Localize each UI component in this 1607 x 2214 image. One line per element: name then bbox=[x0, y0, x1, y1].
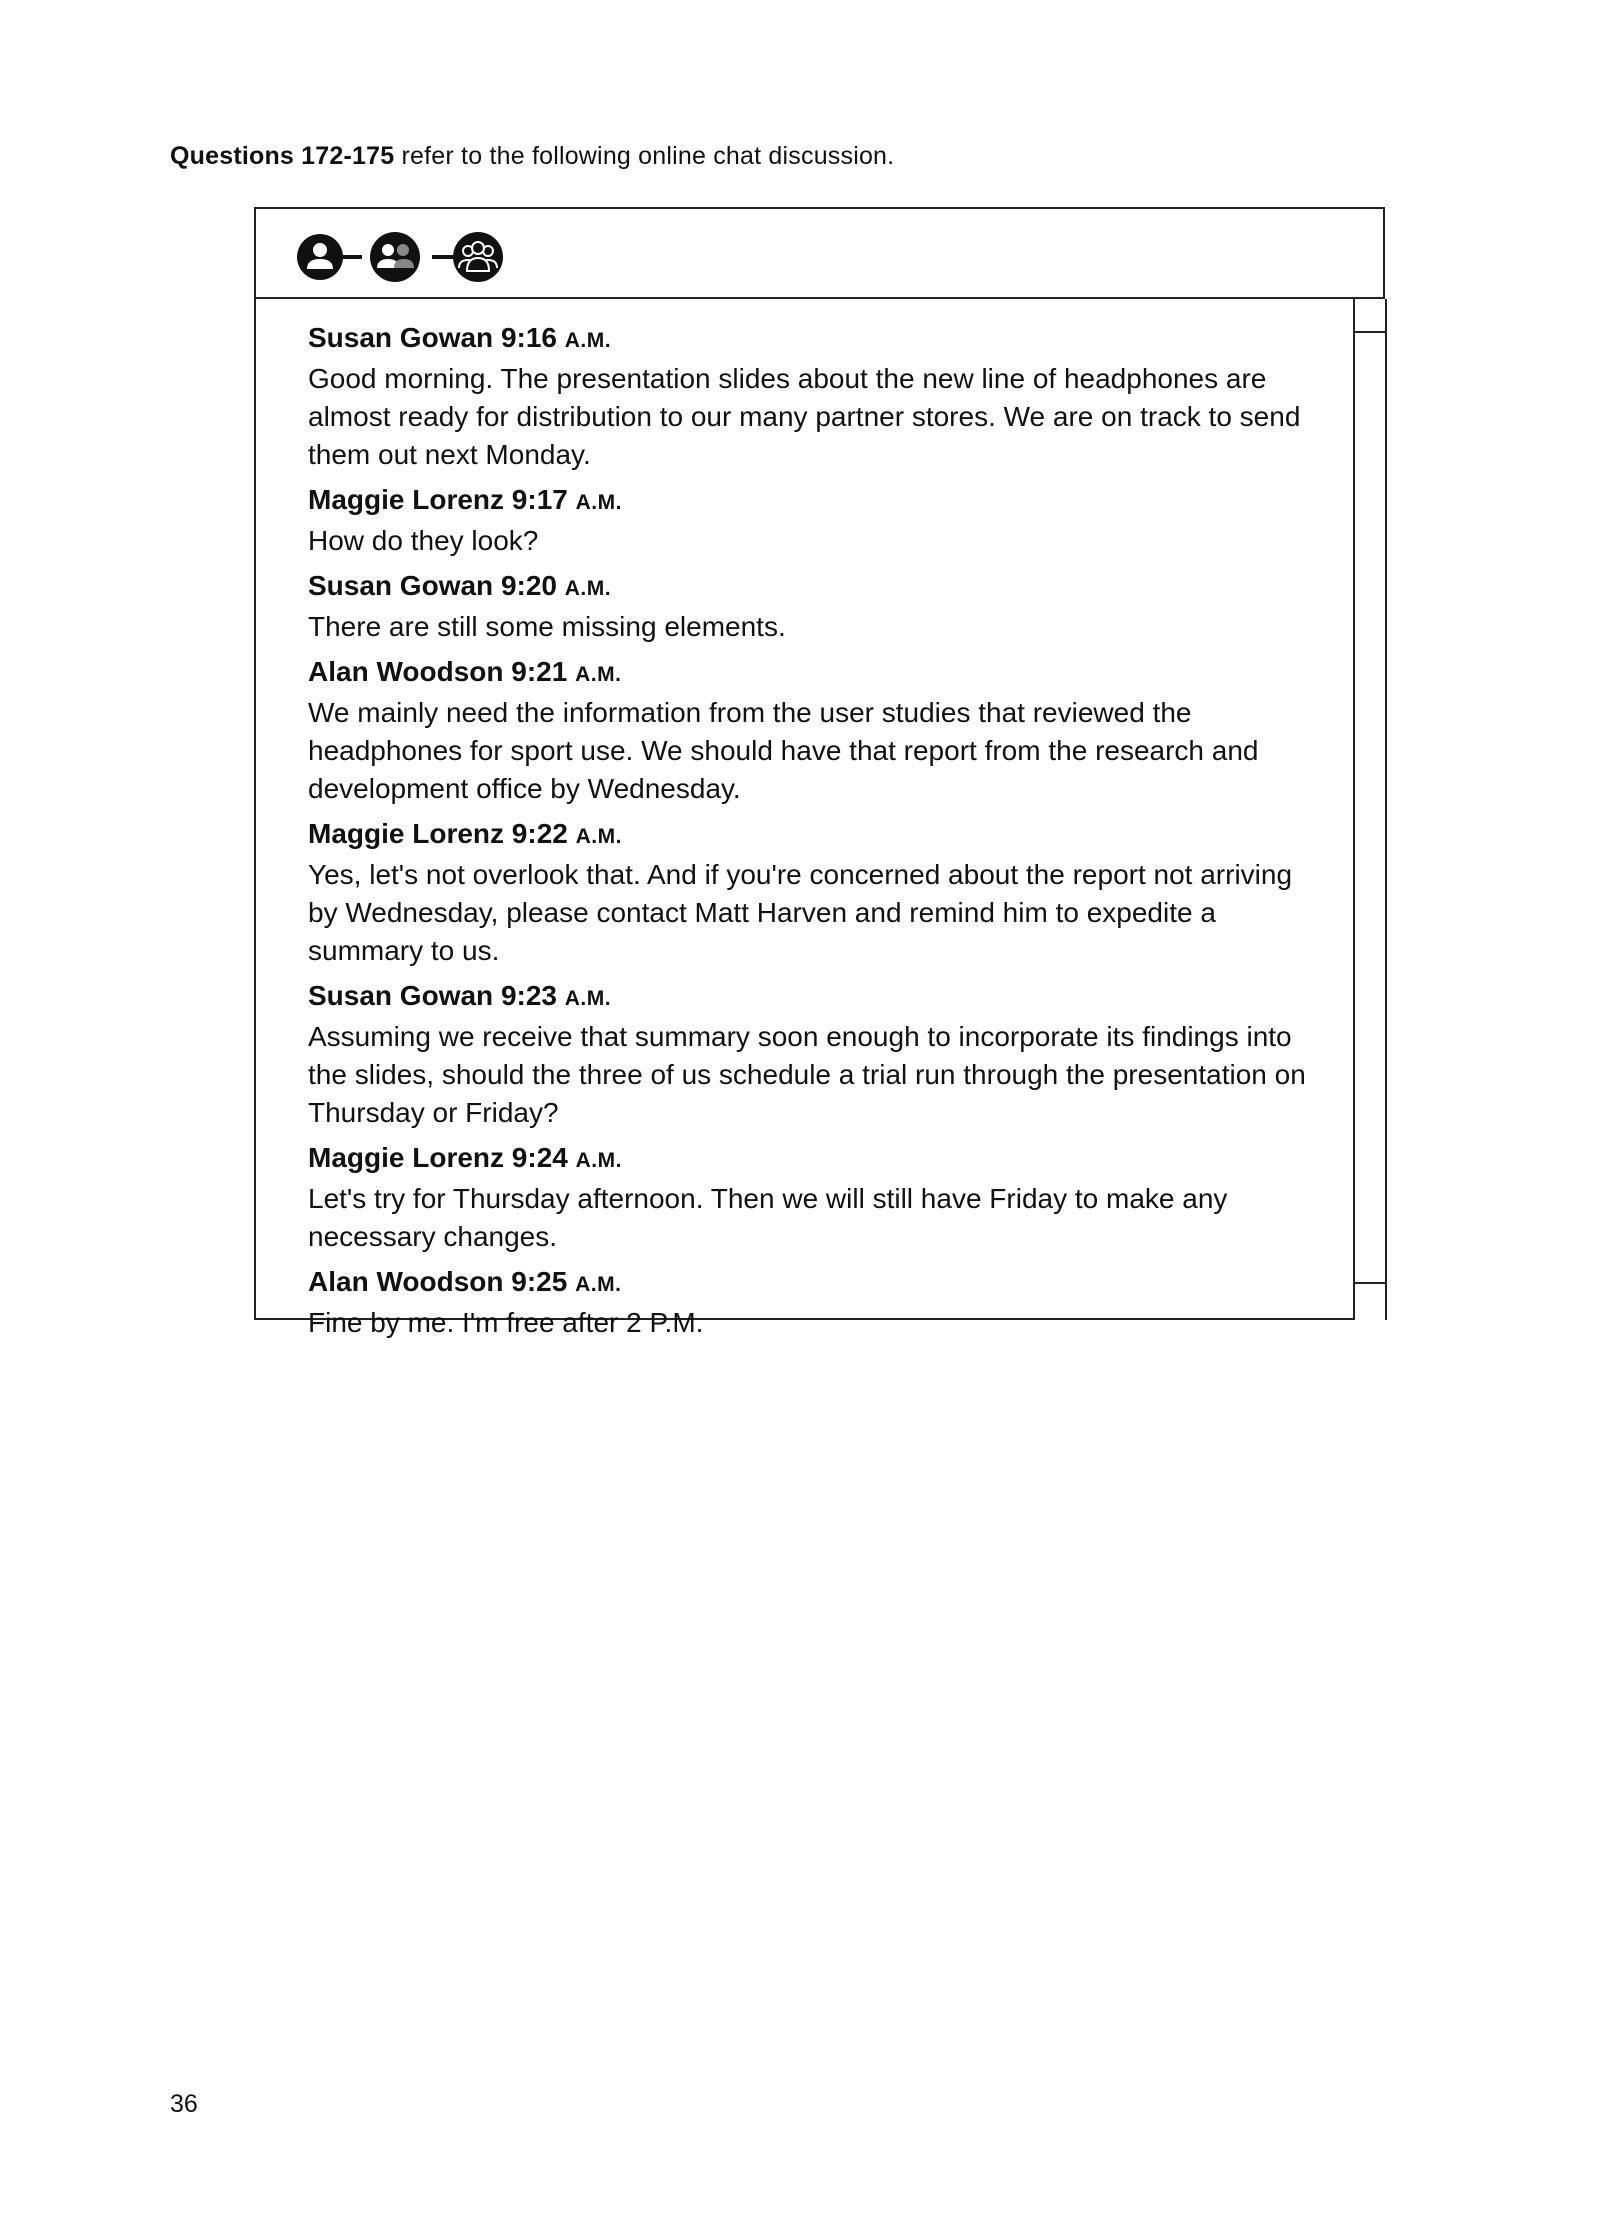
message-ampm: A.M. bbox=[564, 577, 612, 600]
message-header bbox=[308, 567, 1308, 608]
message-time: 9:23 bbox=[500, 980, 557, 1011]
message-header bbox=[308, 319, 1308, 360]
message-ampm: A.M. bbox=[575, 663, 622, 686]
participants-icon bbox=[296, 231, 506, 283]
chat-header bbox=[256, 209, 1383, 299]
sender-name: Alan Woodson bbox=[308, 1266, 504, 1297]
message-time: 9:24 bbox=[511, 1142, 568, 1173]
chat-scrollbar[interactable] bbox=[1353, 299, 1387, 1320]
message-text: Fine by me. I'm free after 2 P.M. bbox=[308, 1307, 704, 1338]
message-text: We mainly need the information from the user studies that reviewed the headphones for sport use. We should have that report from the research and development office by Wednesday. bbox=[308, 697, 1259, 804]
message-time: 9:21 bbox=[511, 656, 568, 687]
message-text: Yes, let's not overlook that. And if you're concerned about the report not arriving by Wednesday, please contact Matt Harven and remind him to expedite a summary to us. bbox=[308, 859, 1293, 966]
message-list bbox=[308, 319, 1308, 1349]
sender-name: Maggie Lorenz bbox=[308, 484, 505, 515]
sender-name: Susan Gowan bbox=[308, 322, 494, 353]
message-header bbox=[308, 481, 1308, 522]
chat-window bbox=[254, 207, 1385, 1338]
chat-message bbox=[308, 567, 1308, 646]
message-text: Assuming we receive that summary soon enough to incorporate its findings into the slides, should the three of us schedule a trial run through the presentation on Thursday or Friday? bbox=[308, 1021, 1306, 1128]
message-time: 9:17 bbox=[511, 484, 568, 515]
question-intro-text: refer to the following online chat discussion. bbox=[401, 142, 895, 170]
sender-name: Maggie Lorenz bbox=[308, 1142, 505, 1173]
chat-message bbox=[308, 1139, 1308, 1256]
message-text: Good morning. The presentation slides about the new line of headphones are almost ready for distribution to our many partner stores. We are on track to send them out next Monday. bbox=[308, 363, 1301, 470]
sender-name: Susan Gowan bbox=[308, 570, 494, 601]
chat-message bbox=[308, 977, 1308, 1132]
chat-message bbox=[308, 815, 1308, 970]
message-ampm: A.M. bbox=[575, 491, 622, 514]
page-number: 36 bbox=[170, 2090, 198, 2118]
message-header bbox=[308, 1139, 1308, 1180]
message-text: How do they look? bbox=[308, 525, 539, 556]
message-header bbox=[308, 653, 1308, 694]
message-time: 9:20 bbox=[500, 570, 557, 601]
chat-message bbox=[308, 481, 1308, 560]
message-ampm: A.M. bbox=[575, 1273, 622, 1296]
message-text: Let's try for Thursday afternoon. Then we will still have Friday to make any necessary changes. bbox=[308, 1183, 1228, 1252]
message-header bbox=[308, 977, 1308, 1018]
message-ampm: A.M. bbox=[575, 1149, 622, 1172]
sender-name: Maggie Lorenz bbox=[308, 818, 505, 849]
chat-message bbox=[308, 319, 1308, 474]
scroll-down-button[interactable] bbox=[1355, 1282, 1385, 1320]
message-time: 9:22 bbox=[511, 818, 568, 849]
scroll-track[interactable] bbox=[1355, 333, 1385, 1280]
message-time: 9:25 bbox=[511, 1266, 568, 1297]
sender-name: Susan Gowan bbox=[308, 980, 494, 1011]
question-intro bbox=[170, 142, 894, 171]
message-ampm: A.M. bbox=[564, 987, 612, 1010]
chat-message bbox=[308, 653, 1308, 808]
sender-name: Alan Woodson bbox=[308, 656, 504, 687]
message-ampm: A.M. bbox=[575, 825, 622, 848]
message-header bbox=[308, 1263, 1308, 1304]
message-ampm: A.M. bbox=[564, 329, 612, 352]
message-time: 9:16 bbox=[500, 322, 557, 353]
message-text: There are still some missing elements. bbox=[308, 611, 786, 642]
scroll-up-button[interactable] bbox=[1355, 299, 1385, 333]
message-header bbox=[308, 815, 1308, 856]
question-range: Questions 172-175 bbox=[170, 142, 395, 170]
chat-message bbox=[308, 1263, 1308, 1342]
